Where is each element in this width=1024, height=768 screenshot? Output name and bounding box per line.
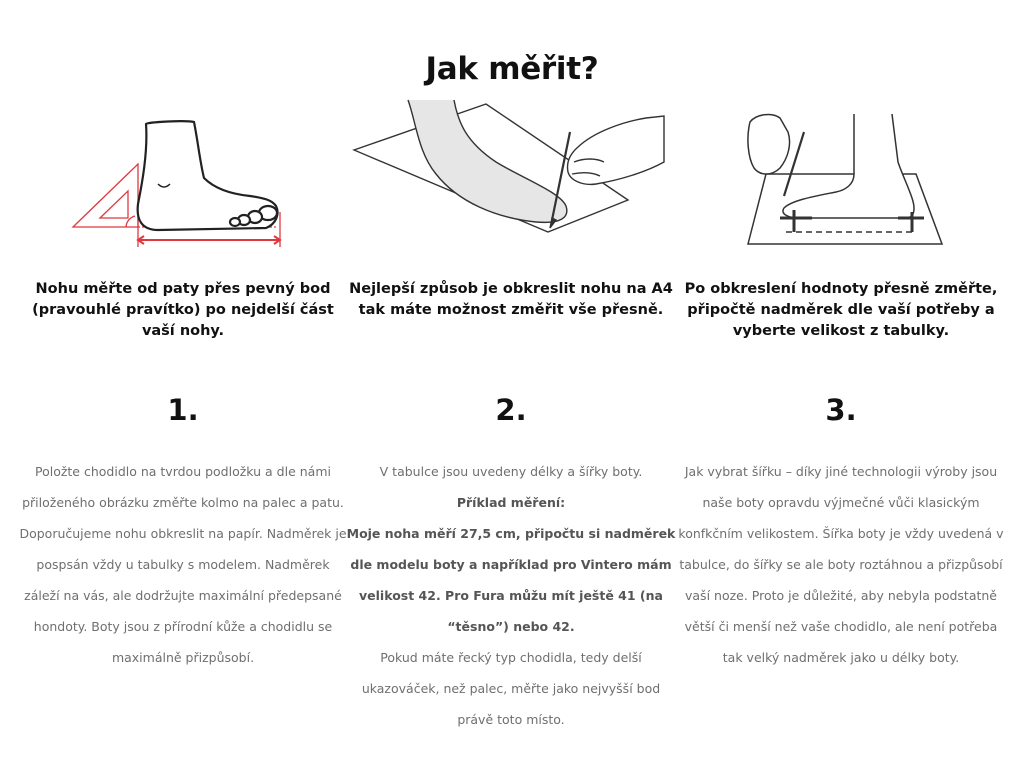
step-1-caption: Nohu měřte od paty přes pevný bod (pravouhlé pravítko) po nejdelší část vaší nohy. <box>32 281 334 339</box>
step-1-text: Položte chodidlo na tvrdou podložku a dle námi přiloženého obrázku změřte kolmo na palec a patu. Doporučujeme nohu obkreslit na papír. Nadměrek je pospsán vždy u tabulky s modelem. Nadměrek záleží na vás, ale dodržujte maximální předepsané hondoty. Boty jsou z přírodní kůže a chodidlu se maximálně přizpůsobí. <box>19 464 347 665</box>
step-2-text: V tabulce jsou uvedeny délky a šířky boty. <box>379 464 643 479</box>
step-3-text: Jak vybrat šířku – díky jiné technologii výroby jsou naše boty opravdu výjmečné vůči klasickým konfkčním velikostem. Šířka boty je vždy uvedená v tabulce, do šířky se ale boty roztáhnou a přizpůsobí vaší noze. Proto je důležité, aby nebyla podstatně větší či menší než vaše chodidlo, ale není potřeba tak velký nadměrek jako u délky boty. <box>678 464 1004 665</box>
foot-tracing-illustration <box>346 92 676 252</box>
step-2-number: 2. <box>495 393 527 427</box>
step-3-caption: Po obkreslení hodnoty přesně změřte, připočtě nadměrek dle vaší potřeby a vyberte velikost z tabulky. <box>684 281 998 339</box>
step-2-text-2: Pokud máte řecký typ chodidla, tedy delší ukazováček, než palec, měřte jako nejvyšší bod právě toto místo. <box>361 650 661 727</box>
page-title: Jak měřit? <box>425 50 599 87</box>
step-3-number: 3. <box>825 393 857 427</box>
foot-ruler-illustration <box>18 92 348 252</box>
foot-measuring-illustration <box>676 92 1006 252</box>
step-2-example-title: Příklad měření: <box>456 495 566 510</box>
step-2-caption: Nejlepší způsob je obkreslit nohu na A4 tak máte možnost změřit vše přesně. <box>349 281 673 318</box>
step-2-body <box>346 456 676 735</box>
step-2-example-text: Moje noha měří 27,5 cm, připočtu si nadměrek dle modelu boty a například pro Vintero mám velikost 42. Pro Fura můžu mít ještě 41 (na “těsno”) nebo 42. <box>346 526 676 634</box>
step-1-number: 1. <box>167 393 199 427</box>
